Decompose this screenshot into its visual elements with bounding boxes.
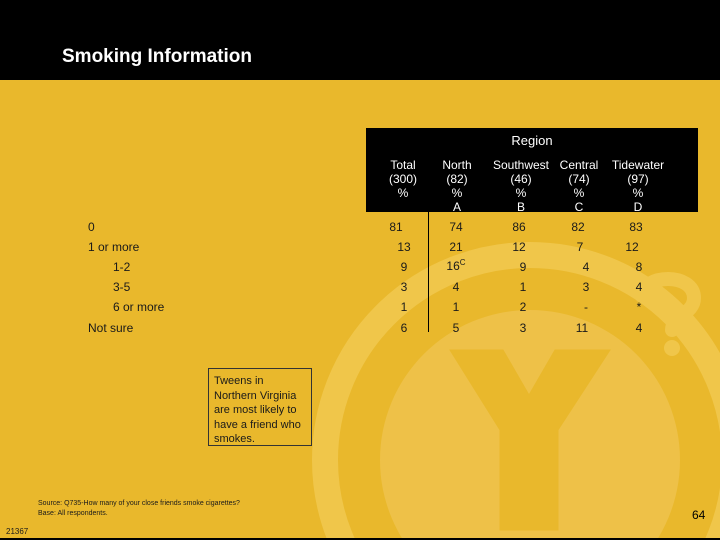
row-label-not-sure: Not sure [88, 321, 134, 335]
table-cell: 3 [400, 280, 408, 294]
table-cell: 2 [519, 300, 527, 314]
table-cell: 8 [635, 260, 643, 274]
region-header [366, 128, 698, 212]
table-cell: 4 [635, 321, 643, 335]
column-letter: B [516, 200, 525, 214]
column-header-central [556, 158, 602, 214]
table-cell: 3 [582, 280, 590, 294]
table-cell: 9 [519, 260, 527, 274]
row-label-1-2: 1-2 [113, 260, 131, 274]
column-unit: % [632, 186, 644, 200]
table-cell: 1 [400, 300, 408, 314]
column-label: Total [390, 158, 416, 172]
table-cell: 3 [519, 321, 527, 335]
base-footnote: Base: All respondents. [38, 510, 108, 517]
row-label-3-5: 3-5 [113, 280, 131, 294]
row-label-0: 0 [88, 220, 95, 234]
column-base: (74) [568, 172, 590, 186]
job-number: 21367 [6, 527, 29, 536]
column-base: (46) [510, 172, 532, 186]
table-cell: 74 [449, 220, 463, 234]
column-letter: A [452, 200, 461, 214]
table-cell: 1 [519, 280, 527, 294]
column-unit: % [451, 186, 463, 200]
table-cell: 21 [449, 240, 463, 254]
table-cell: 6 [400, 321, 408, 335]
callout-note: Tweens in Northern Virginia are most likely to have a friend who smokes. [208, 368, 312, 446]
title-bar [0, 0, 720, 80]
row-label-1-or-more: 1 or more [88, 240, 140, 254]
table-cell: 4 [452, 280, 460, 294]
table-cell: 86 [512, 220, 526, 234]
source-footnote: Source: Q735-How many of your close friends smoke cigarettes? [38, 500, 240, 507]
column-letter: C [574, 200, 584, 214]
column-base: (82) [446, 172, 468, 186]
table-cell: 1 [452, 300, 460, 314]
column-divider [428, 212, 429, 332]
cell-value: 16 [446, 259, 460, 273]
column-unit: % [515, 186, 527, 200]
column-header-total [380, 158, 426, 200]
page-title: Smoking Information [62, 46, 252, 67]
column-header-north [434, 158, 480, 214]
table-cell: 4 [635, 280, 643, 294]
table-cell: 9 [400, 260, 408, 274]
table-cell: * [636, 300, 642, 314]
table-cell: 12 [512, 240, 526, 254]
column-header-southwest [490, 158, 552, 214]
table-cell-significant [436, 258, 476, 273]
column-letter: D [633, 200, 643, 214]
table-cell: 83 [629, 220, 643, 234]
page-number: 64 [692, 508, 706, 522]
table-cell: 13 [397, 240, 411, 254]
table-cell: 12 [625, 240, 639, 254]
column-unit: % [573, 186, 585, 200]
table-cell: 11 [575, 321, 589, 335]
column-header-tidewater [608, 158, 668, 214]
column-base: (300) [388, 172, 417, 186]
significance-marker: C [459, 258, 466, 267]
column-label: Central [559, 158, 599, 172]
table-cell: - [584, 300, 588, 314]
column-unit: % [397, 186, 409, 200]
table-cell: 82 [571, 220, 585, 234]
region-title: Region [511, 133, 553, 148]
table-cell: 7 [576, 240, 584, 254]
row-label-6-or-more: 6 or more [113, 300, 165, 314]
column-label: Tidewater [611, 158, 665, 172]
table-cell: 81 [389, 220, 403, 234]
table-cell: 5 [452, 321, 460, 335]
table-cell: 4 [582, 260, 590, 274]
column-label: North [442, 158, 472, 172]
column-label: Southwest [492, 158, 550, 172]
column-base: (97) [627, 172, 649, 186]
